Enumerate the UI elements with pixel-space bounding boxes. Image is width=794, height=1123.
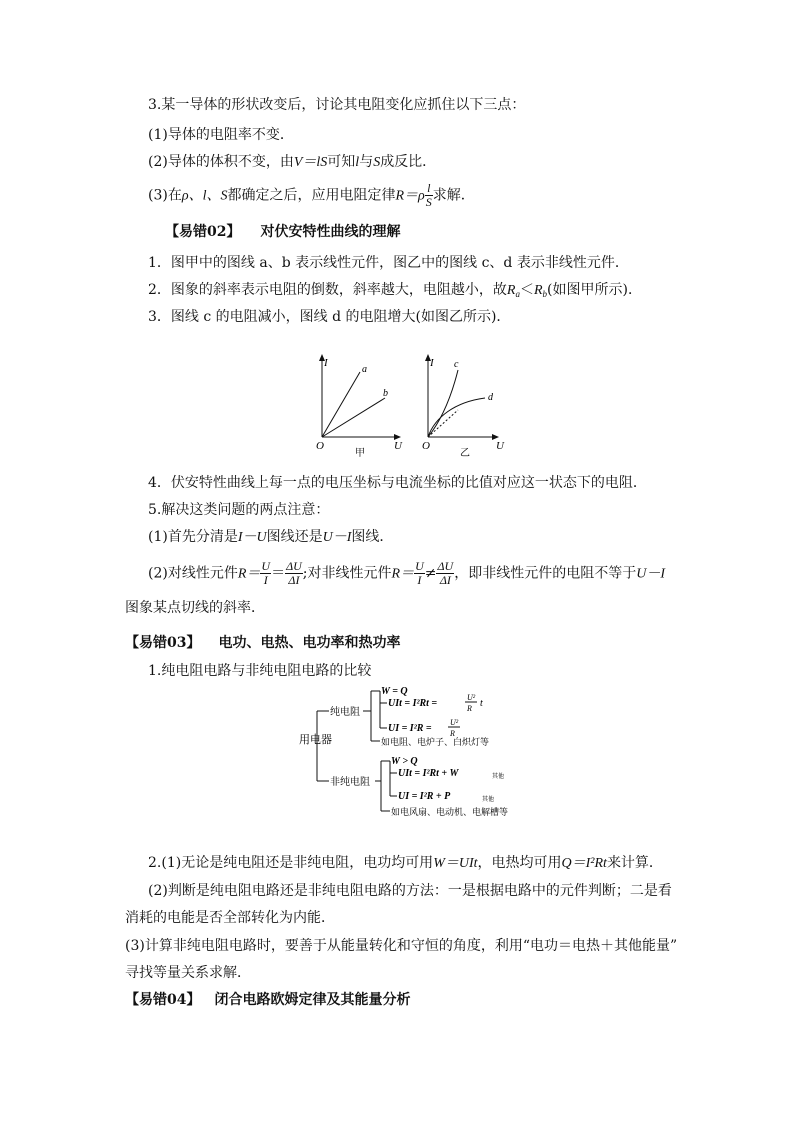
line-a: [322, 372, 360, 437]
svg-text:纯电阻: 纯电阻: [330, 707, 360, 718]
plot-left: [316, 354, 403, 459]
paragraph: 2．图象的斜率表示电阻的倒数，斜率越大，电阻越小，故$R_a<R_b$(如图甲所示)．: [148, 282, 642, 299]
paragraph: 1．图甲中的图线 a、b 表示线性元件，图乙中的图线 c、d 表示非线性元件．: [148, 255, 629, 271]
fraction: $\frac{l}{S}$: [425, 181, 432, 209]
svg-text:U²: U²: [467, 693, 476, 702]
svg-text:如电阻、电炉子、白炽灯等: 如电阻、电炉子、白炽灯等: [381, 737, 490, 747]
paragraph: 图象某点切线的斜率．: [125, 600, 265, 616]
curve-d: [428, 398, 485, 437]
svg-text:UIt = I²Rt =: UIt = I²Rt =: [388, 698, 438, 709]
iv-characteristics-figure: [310, 352, 510, 462]
section-heading: 【易错04】 闭合电路欧姆定律及其能量分析: [125, 992, 411, 1008]
svg-text:W > Q: W > Q: [391, 756, 418, 767]
plot-right: [422, 354, 505, 459]
svg-text:R: R: [467, 704, 472, 713]
svg-text:W = Q: W = Q: [381, 686, 408, 697]
paragraph: (2)导体的体积不变，由V＝lS可知l与S成反比．: [148, 154, 437, 170]
paragraph: 消耗的电能是否全部转化为内能．: [125, 910, 335, 926]
paragraph: (2)对线性元件R＝ $\frac{U}{I}$ ＝ $\frac{\Delta U}{\Delta I}$ ;对非线性元件R＝ $\frac{U}{I}$ ≠ $\frac{\Delta U}{\Delta I}$ ，即非线性元件的电阻不等于U－I: [148, 559, 665, 587]
svg-text:O: O: [422, 440, 430, 452]
paragraph: (2)判断是纯电阻电路还是非纯电阻电路的方法：一是根据电路中的元件判断；二是看: [148, 883, 672, 899]
paragraph: 1.纯电阻电路与非纯电阻电路的比较: [148, 663, 372, 679]
svg-text:c: c: [454, 359, 459, 370]
svg-text:U: U: [394, 440, 402, 452]
root-label: 用电器: [299, 734, 332, 746]
line-b: [322, 398, 385, 437]
paragraph: (1)首先分清是I－U图线还是U－I图线．: [148, 529, 394, 545]
paragraph: 2.(1)无论是纯电阻还是非纯电阻，电功均可用W＝UIt，电热均可用Q＝I²Rt来计算．: [148, 855, 663, 871]
section-heading: 【易错02】 对伏安特性曲线的理解: [165, 224, 401, 240]
paragraph: (1)导体的电阻率不变．: [148, 127, 294, 143]
svg-text:UI = I²R + P: UI = I²R + P: [398, 791, 451, 802]
svg-text:U: U: [496, 440, 504, 452]
paragraph: 5.解决这类问题的两点注意：: [148, 502, 330, 518]
svg-text:a: a: [362, 364, 367, 375]
tangent-line: [428, 410, 458, 437]
svg-text:R: R: [450, 729, 455, 738]
svg-text:I: I: [430, 357, 434, 369]
svg-text:甲: 甲: [355, 448, 365, 459]
svg-text:t: t: [480, 698, 483, 709]
svg-text:如电风扇、电动机、电解槽等: 如电风扇、电动机、电解槽等: [391, 807, 509, 817]
svg-text:其他: 其他: [482, 797, 495, 803]
svg-text:UI = I²R =: UI = I²R =: [388, 723, 432, 734]
paragraph: 3．图线 c 的电阻减小，图线 d 的电阻增大(如图乙所示)．: [148, 309, 511, 325]
paragraph: 寻找等量关系求解．: [125, 965, 251, 981]
svg-text:I: I: [324, 357, 328, 369]
paragraph: (3)计算非纯电阻电路时，要善于从能量转化和守恒的角度，利用“电功＝电热＋其他能量”: [125, 938, 678, 954]
svg-text:非纯电阻: 非纯电阻: [330, 777, 370, 788]
section-heading: 3.某一导体的形状改变后，讨论其电阻变化应抓住以下三点：: [148, 97, 526, 113]
appliance-comparison-diagram: [295, 683, 545, 823]
svg-text:UIt = I²Rt + W: UIt = I²Rt + W: [398, 768, 459, 779]
svg-text:其他: 其他: [492, 774, 505, 780]
svg-text:乙: 乙: [460, 448, 470, 459]
svg-text:b: b: [383, 388, 388, 399]
section-heading: 【易错03】 电功、电热、电功率和热功率: [125, 635, 401, 651]
svg-text:U²: U²: [450, 718, 459, 727]
paragraph: 4．伏安特性曲线上每一点的电压坐标与电流坐标的比值对应这一状态下的电阻．: [148, 475, 647, 491]
svg-text:d: d: [488, 392, 493, 403]
svg-text:O: O: [316, 440, 324, 452]
paragraph: (3)在ρ、l、S都确定之后，应用电阻定律R＝ρ $\frac{l}{S}$ 求解．: [148, 181, 475, 209]
